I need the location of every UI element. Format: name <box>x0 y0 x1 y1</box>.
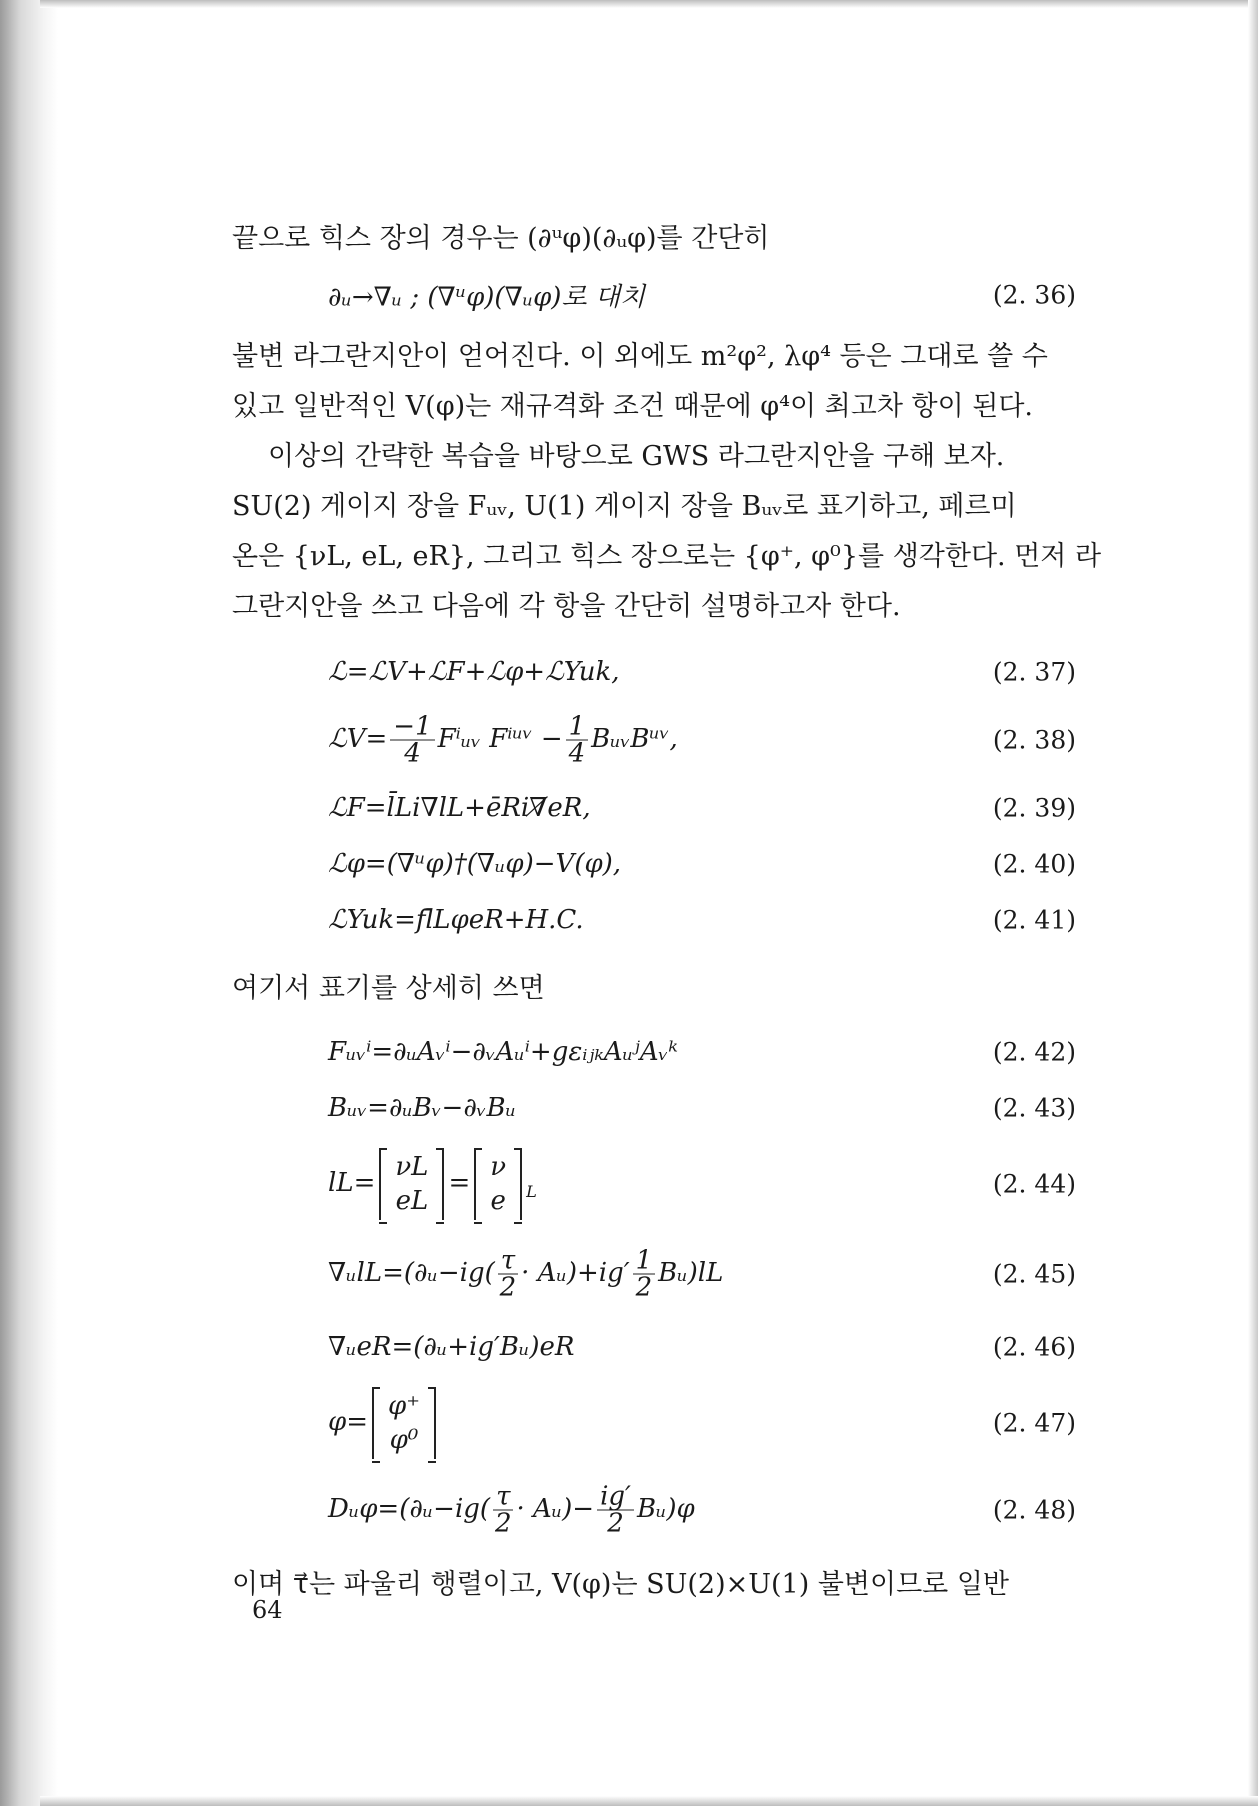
page-binding-shadow <box>0 0 58 1806</box>
denominator: 2 <box>607 1508 624 1539</box>
expr-part: Bᵤ)φ <box>636 1494 695 1524</box>
vector-bottom: φ⁰ <box>389 1425 419 1455</box>
paragraph-gws-l3: 온은 {νL, eL, eR}, 그리고 힉스 장으로는 {φ⁺, φ⁰}를 생각한다. 먼저 라 <box>232 541 1102 572</box>
paragraph-invariance-l1: 불변 라그란지안이 얻어진다. 이 외에도 m²φ², λφ⁴ 등은 그대로 쓸 수 <box>232 341 1048 372</box>
equation-2-36 <box>232 264 1100 326</box>
equation-2-47 <box>232 1378 1100 1468</box>
vector-top: ν <box>490 1152 507 1182</box>
equation-number: (2. 47) <box>992 1408 1076 1438</box>
column-vector <box>474 1148 522 1220</box>
tail-terms: BᵤᵥBᵘᵛ, <box>591 724 678 754</box>
expr-part: ∇ᵤlL=(∂ᵤ−ig( <box>328 1258 495 1288</box>
equation-number: (2. 40) <box>992 849 1076 879</box>
equation-2-38 <box>232 700 1100 780</box>
vector-bottom: e <box>490 1186 506 1216</box>
equation-2-42 <box>232 1024 1100 1080</box>
subscript: L <box>526 1182 537 1202</box>
equals-sign: = <box>448 1168 471 1198</box>
numerator: −1 <box>390 714 434 741</box>
page-content <box>232 214 1100 1610</box>
equation-expr <box>328 1148 537 1220</box>
equation-number: (2. 37) <box>992 657 1076 687</box>
page-edge-top <box>40 0 1258 8</box>
denominator: 2 <box>494 1508 512 1539</box>
equation-number: (2. 43) <box>992 1093 1076 1123</box>
equation-2-37 <box>232 644 1100 700</box>
numerator: 1 <box>633 1248 656 1275</box>
vector-top: φ⁺ <box>388 1391 420 1421</box>
equation-2-41 <box>232 892 1100 948</box>
equation-number: (2. 39) <box>992 793 1076 823</box>
equation-expr: ℒφ=(∇ᵘφ)†(∇ᵤφ)−V(φ), <box>328 849 622 879</box>
paragraph-invariance-l2: 있고 일반적인 V(φ)는 재규격화 조건 때문에 φ⁴이 최고차 항이 된다. <box>232 391 1033 422</box>
equation-2-44 <box>232 1136 1100 1232</box>
equation-2-45 <box>232 1232 1100 1316</box>
fraction <box>390 711 434 769</box>
equation-expr: ℒYuk=fl̄LφeR+H.C. <box>328 905 584 935</box>
equation-number: (2. 36) <box>992 280 1076 310</box>
equation-expr <box>328 711 678 769</box>
denominator: 4 <box>404 738 421 769</box>
numerator: τ <box>493 1484 513 1511</box>
column-vector <box>379 1148 444 1220</box>
equation-expr: ℒF=l̄Li∇lL+ēRi∇̸eR, <box>328 793 591 823</box>
lhs: lL= <box>328 1168 376 1198</box>
equation-expr <box>328 1245 724 1303</box>
equation-expr: Bᵤᵥ=∂ᵤBᵥ−∂ᵥBᵤ <box>328 1093 516 1123</box>
equation-number: (2. 46) <box>992 1332 1076 1362</box>
fraction <box>633 1245 656 1303</box>
denominator: 2 <box>635 1272 653 1303</box>
paragraph-closing: 이며 τ⃗는 파울리 행렬이고, V(φ)는 SU(2)×U(1) 불변이므로 일반 <box>232 1569 1009 1600</box>
paragraph-notation: 여기서 표기를 상세히 쓰면 <box>232 973 545 1004</box>
paragraph-gws-l2: SU(2) 게이지 장을 Fᵤᵥ, U(1) 게이지 장을 Bᵤᵥ로 표기하고, 페르미 <box>232 491 1017 522</box>
equation-number: (2. 45) <box>992 1259 1076 1289</box>
denominator: 2 <box>499 1272 517 1303</box>
fraction <box>498 1245 518 1303</box>
numerator: τ <box>498 1248 518 1275</box>
denominator: 4 <box>568 738 586 769</box>
page-number: 64 <box>252 1596 283 1624</box>
fraction <box>493 1481 513 1539</box>
middle-terms: Fⁱᵤᵥ Fⁱᵘᵛ − <box>437 724 563 754</box>
equation-number: (2. 38) <box>992 725 1076 755</box>
equation-number: (2. 41) <box>992 905 1076 935</box>
equation-2-46 <box>232 1316 1100 1378</box>
expr-part: · Aᵤ)+ig′ <box>521 1258 630 1288</box>
numerator: 1 <box>566 714 589 741</box>
column-vector <box>372 1387 436 1459</box>
equation-expr: ∂ᵤ→∇ᵤ ; (∇ᵘφ)(∇ᵤφ)로 대치 <box>328 282 646 313</box>
page-edge-right <box>1248 0 1258 1806</box>
fraction <box>566 711 589 769</box>
numerator: ig′ <box>597 1484 634 1511</box>
equation-number: (2. 42) <box>992 1037 1076 1067</box>
fraction <box>597 1481 634 1539</box>
equation-expr <box>328 1387 440 1459</box>
expr-part: Bᵤ)lL <box>658 1258 724 1288</box>
equation-2-48 <box>232 1468 1100 1552</box>
expr-part: Dᵤφ=(∂ᵤ−ig( <box>328 1494 491 1524</box>
equation-number: (2. 48) <box>992 1495 1076 1525</box>
equation-expr <box>328 1481 695 1539</box>
vector-bottom: eL <box>395 1186 429 1216</box>
equation-expr: Fᵤᵥⁱ=∂ᵤAᵥⁱ−∂ᵥAᵤⁱ+gεᵢⱼₖAᵤʲAᵥᵏ <box>328 1037 678 1067</box>
paragraph-intro: 끝으로 힉스 장의 경우는 (∂ᵘφ)(∂ᵤφ)를 간단히 <box>232 223 770 254</box>
vector-top: νL <box>395 1152 429 1182</box>
lhs: φ= <box>328 1407 368 1437</box>
equation-number: (2. 44) <box>992 1169 1076 1199</box>
paragraph-gws-l1: 이상의 간략한 복습을 바탕으로 GWS 라그란지안을 구해 보자. <box>268 441 1005 472</box>
page-edge-bottom <box>40 1796 1258 1806</box>
equation-2-43 <box>232 1080 1100 1136</box>
paragraph-gws-l4: 그란지안을 쓰고 다음에 각 항을 간단히 설명하고자 한다. <box>232 591 901 622</box>
equation-expr: ℒ=ℒV+ℒF+ℒφ+ℒYuk, <box>328 657 620 687</box>
equation-2-39 <box>232 780 1100 836</box>
equation-expr: ∇ᵤeR=(∂ᵤ+ig′Bᵤ)eR <box>328 1332 575 1362</box>
equation-2-40 <box>232 836 1100 892</box>
expr-part: · Aᵤ)− <box>516 1494 595 1524</box>
lhs: ℒV= <box>328 724 388 754</box>
